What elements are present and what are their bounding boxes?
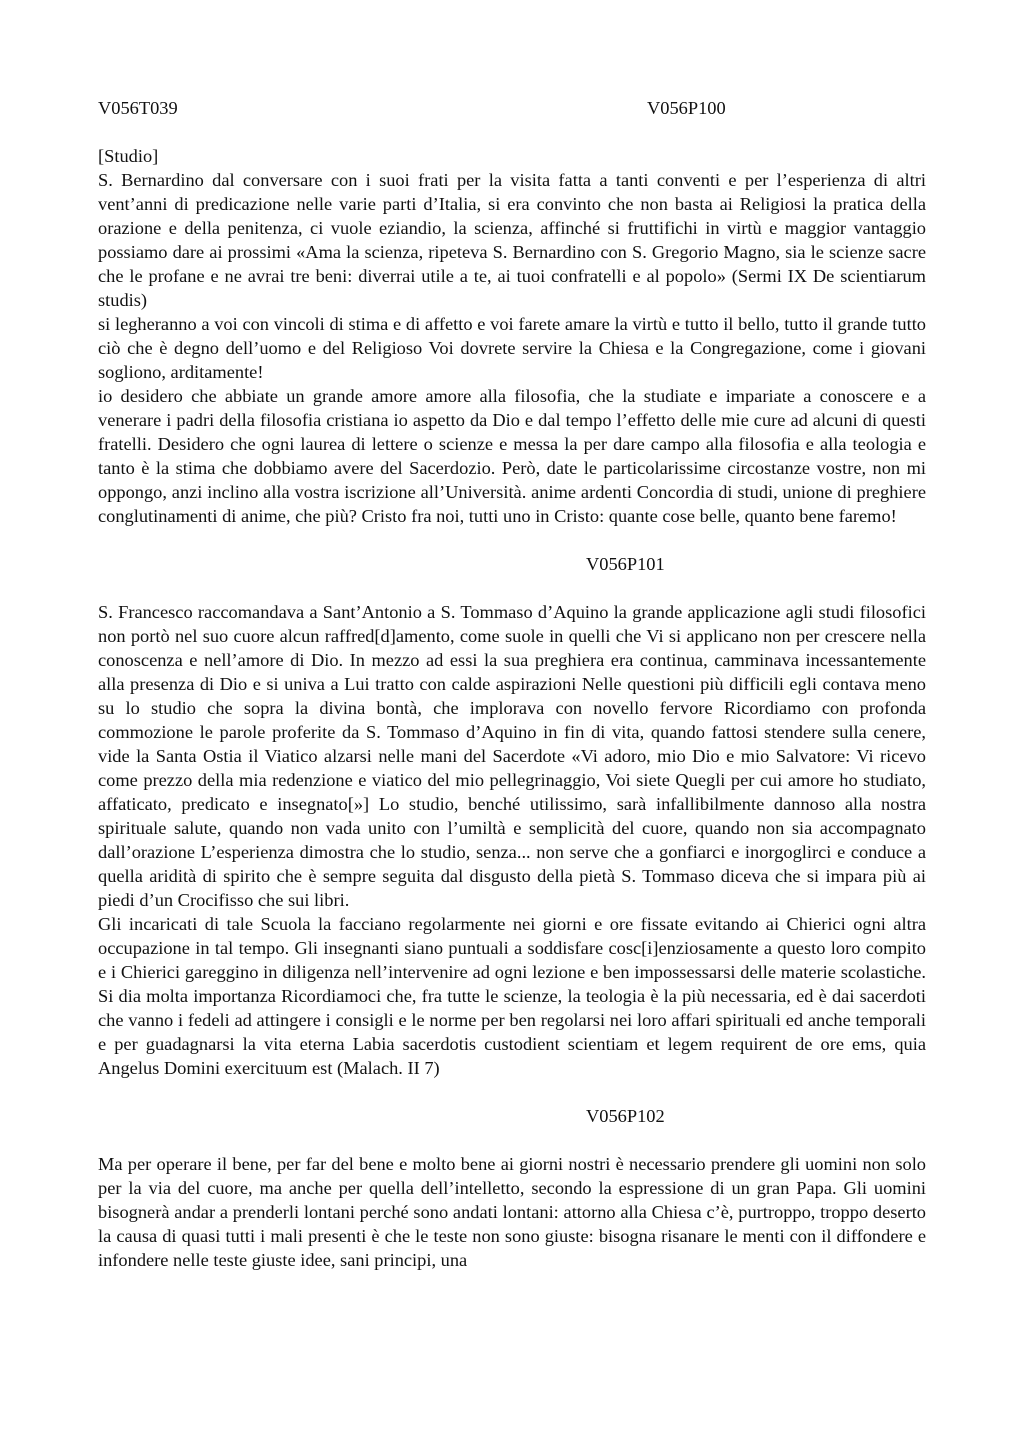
- paragraph: S. Francesco raccomandava a Sant’Antonio a S. Tommaso d’Aquino la grande applicazione agli studi filosofici non portò nel suo cuore alcun raffred[d]amento, come suole in quelli che Vi si applicano non per crescere nella conoscenza e nell’amore di Dio. In mezzo ad essi la sua preghiera era continua, camminava incessantemente alla presenza di Dio e si univa a Lui tratto con calde aspirazioni Nelle questioni più difficili egli contava meno su lo studio che sopra la divina bontà, che implorava con novello fervore Ricordiamo con profonda commozione le parole proferite da S. Tommaso d’Aquino in fin di vita, quando fattosi stendere sulla cenere, vide la Santa Ostia il Viatico alzarsi nelle mani del Sacerdote «Vi adoro, mio Dio e mio Salvatore: Vi ricevo come prezzo della mia redenzione e viatico del mio pellegrinaggio, Voi siete Quegli per cui amore ho studiato, affaticato, predicato e insegnato[»] Lo studio, benché utilissimo, sarà infallibilmente dannoso alla nostra spirituale salute, quando non vada unito con l’umiltà e semplicità del cuore, quando non sia accompagnato dall’orazione L’esperienza dimostra che lo studio, senza... non serve che a gonfiarci e inorgoglirci e conduce a quella aridità di spirito che è sempre seguita dal disgusto della pietà S. Tommaso diceva che si impara più ai piedi d’un Crocifisso che sui libri.: [98, 602, 926, 910]
- section-title: [Studio]: [98, 146, 159, 166]
- page-marker: V056P101: [586, 554, 665, 574]
- paragraph: Ma per operare il bene, per far del bene e molto bene ai giorni nostri è necessario prendere gli uomini non solo per la via del cuore, ma anche per quella dell’intelletto, secondo la espressione di un gran Papa. Gli uomini bisognerà andar a prenderli lontani perché sono andati lontani: attorno alla Chiesa c’è, purtroppo, troppo deserto la causa di quasi tutti i mali presenti è che le teste non sono giuste: bisogna risanare le menti con il diffondere e infondere nelle teste giuste idee, sani principi, una: [98, 1154, 926, 1270]
- paragraph: io desidero che abbiate un grande amore amore alla filosofia, che la studiate e impariate a conoscere e a venerare i padri della filosofia cristiana io aspetto da Dio e dal tempo l’effetto delle mie cure ad alcuni di questi fratelli. Desidero che ogni laurea di lettere o scienze e messa la per dare campo alla filosofia e alla teologia e tanto è la stima che dobbiamo avere del Sacerdozio. Però, date le particolarissime circostanze vostre, non mi oppongo, anzi inclino alla vostra iscrizione all’Università. anime ardenti Concordia di studi, unione di preghiere conglutinamenti di anime, che più? Cristo fra noi, tutti uno in Cristo: quante cose belle, quanto bene faremo!: [98, 386, 926, 526]
- page-marker: V056P102: [586, 1106, 665, 1126]
- paragraph: S. Bernardino dal conversare con i suoi frati per la visita fatta a tanti conventi e per l’esperienza di altri vent’anni di predicazione nelle varie parti d’Italia, si era convinto che non basta ai Religiosi la pratica della orazione e della penitenza, ci vuole eziandio, la scienza, affinché si fruttifichi in virtù e maggior vantaggio possiamo dare ai prossimi «Ama la scienza, ripeteva S. Bernardino con S. Gregorio Magno, sia le scienze sacre che le profane e ne avrai tre beni: diverrai utile a te, ai tuoi confratelli e al popolo» (Sermi IX De scientiarum studis): [98, 170, 926, 310]
- paragraph: Gli incaricati di tale Scuola la facciano regolarmente nei giorni e ore fissate evitando ai Chierici ogni altra occupazione in tal tempo. Gli insegnanti siano puntuali a soddisfare cosc[i]enziosamente a questo loro compito e i Chierici gareggino in diligenza nell’intervenire ad ogni lezione e ben impossessarsi delle materie scolastiche. Si dia molta importanza Ricordiamoci che, fra tutte le scienze, la teologia è la più necessaria, ed è dai sacerdoti che vanno i fedeli ad attingere i consigli e le norme per ben regolarsi nei loro affari spirituali ed anche temporali e per guadagnarsi la vita eterna Labia sacerdotis custodient scientiam et legem requirent de ore ems, quia Angelus Domini exercituum est (Malach. II 7): [98, 914, 926, 1078]
- page-id: V056P100: [647, 98, 726, 118]
- document-page: [98, 96, 926, 1272]
- page-header: [98, 96, 926, 120]
- paragraph: si legheranno a voi con vincoli di stima e di affetto e voi farete amare la virtù e tutto il bello, tutto il grande tutto ciò che è degno dell’uomo e del Religioso Voi dovrete servire la Chiesa e la Congregazione, come i giovani sogliono, arditamente!: [98, 314, 926, 382]
- text-id: V056T039: [98, 98, 178, 118]
